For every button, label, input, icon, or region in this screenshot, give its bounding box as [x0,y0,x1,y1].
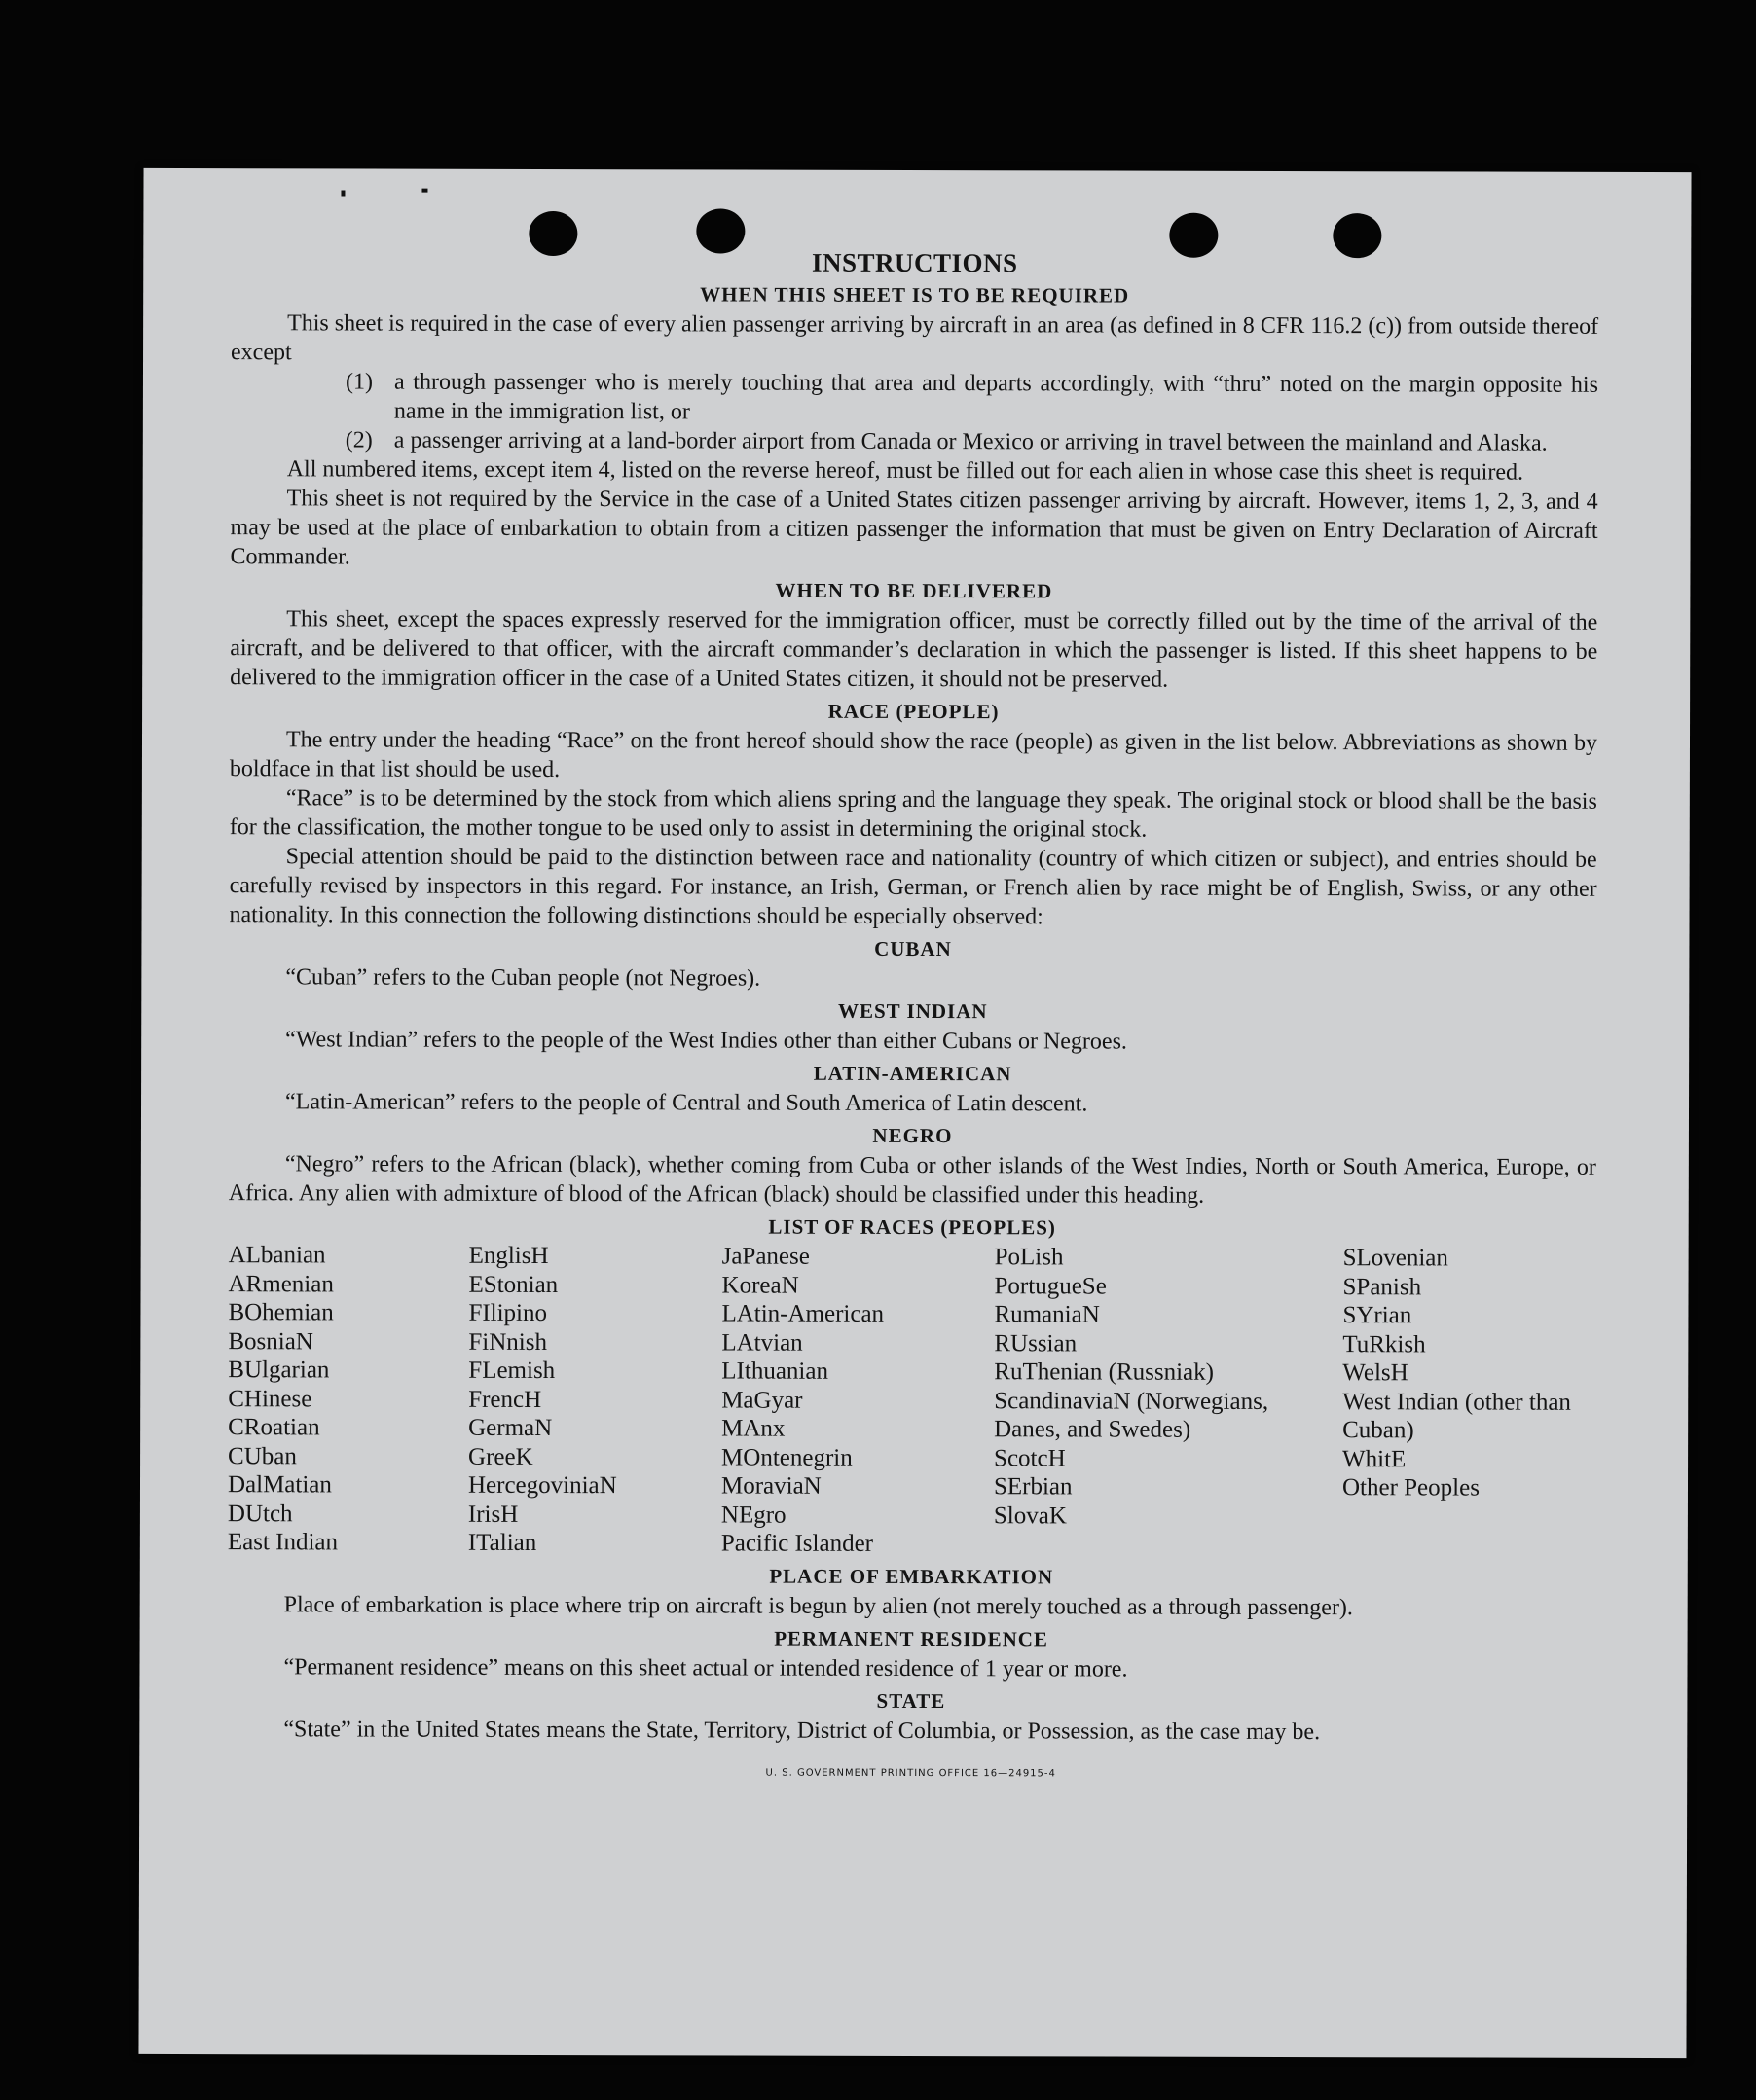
race-entry: WhitE [1342,1445,1407,1472]
race-column-2 [468,1242,722,1558]
race-entry: ITalian [467,1529,537,1556]
section-heading-residence: PERMANENT RESIDENCE [774,1626,1048,1650]
race-entry: SYrian [1342,1302,1412,1329]
race-entry: ScotcH [994,1444,1066,1471]
exception-item-2 [231,425,1598,458]
document-sheet [138,168,1691,2058]
race-entry: LAtin-American [721,1300,885,1327]
race-entry: MAnx [721,1415,786,1442]
embarkation-paragraph: Place of embarkation is place where trip on aircraft is begun by alien (not merely touched as a through passenger). [283,1591,1353,1620]
race-entry: Pacific Islander [720,1530,874,1557]
document-body [227,246,1598,1790]
race-entry: Other Peoples [1341,1474,1480,1502]
race-list [228,1241,1596,1560]
race-column-5 [1342,1244,1596,1560]
race-entry: GreeK [468,1443,533,1470]
race-entry: IrisH [467,1501,519,1528]
cuban-paragraph: “Cuban” refers to the Cuban people (not Negroes). [285,964,761,992]
exception-item-1 [231,367,1598,429]
race-entry: EStonian [468,1271,559,1298]
section-heading-required: WHEN THIS SHEET IS TO BE REQUIRED [700,282,1130,308]
race-entry: SPanish [1342,1273,1422,1300]
race-entry: SLovenian [1342,1245,1448,1272]
race-column-4 [994,1243,1343,1559]
section-heading-negro: NEGRO [872,1123,953,1148]
race-entry: DalMatian [227,1471,332,1499]
section-heading-embarkation: PLACE OF EMBARKATION [769,1564,1054,1588]
race-entry: East Indian [227,1529,339,1556]
page-title: INSTRUCTIONS [811,247,1018,278]
race-entry: EnglisH [468,1242,549,1270]
race-entry: SlovaK [993,1502,1067,1529]
race-entry: JaPanese [721,1243,810,1270]
residence-paragraph: “Permanent residence” means on this sheet actual or intended residence of 1 year or more. [283,1653,1128,1683]
item-number: (1) [345,369,373,395]
required-paragraph-2: All numbered items, except item 4, listed on the reverse hereof, must be filled out for each alien in whose case this sheet is required. [286,456,1524,486]
race-entry: DUtch [227,1500,293,1527]
dust-speck [421,189,427,193]
item-text: a passenger arriving at a land-border airport from Canada or Mexico or arriving in travel between the mainland and Alaska. [393,427,1548,456]
race-entry: CHinese [228,1385,312,1412]
race-paragraph-3: Special attention should be paid to the distinction between race and nationality (country of which citizen or subject), and entries should be carefully revised by inspectors in this regard. For instance, an Irish, German, or French alien by race might be of English, Swiss, or any other nationality. In this connection the following distinctions should be especially observed: [229,844,1597,930]
race-entry: ScandinaviaN (Norwegians, Danes, and Swedes) [994,1387,1269,1443]
race-entry: NEgro [720,1501,787,1529]
latin-american-paragraph: “Latin-American” refers to the people of Central and South America of Latin descent. [284,1089,1088,1117]
race-entry: MaGyar [721,1386,803,1414]
race-entry: HercegoviniaN [467,1471,617,1500]
race-entry: FIlipino [468,1299,548,1327]
race-entry: FLemish [468,1357,556,1385]
west-indian-paragraph: “West Indian” refers to the people of the West Indies other than either Cubans or Negroes. [285,1027,1127,1055]
race-entry: ARmenian [228,1270,334,1297]
section-heading-state: STATE [876,1688,946,1713]
race-entry: FiNnish [468,1328,548,1356]
race-paragraph-2: “Race” is to be determined by the stock from which aliens spring and the language they speak. The original stock or blood shall be the basis for the classification, the mother tongue to be used only to assist in determining the original stock. [229,785,1597,843]
race-entry: CRoatian [228,1414,320,1441]
race-entry: MOntenegrin [721,1443,853,1471]
race-paragraph-1: The entry under the heading “Race” on the front hereof should show the race (people) as given in the list below. Abbreviations as shown by boldface in that list should be used. [229,727,1598,783]
race-entry: RUssian [994,1329,1078,1357]
race-entry: ALbanian [228,1242,326,1269]
race-entry: FrencH [468,1386,542,1413]
race-entry: KoreaN [721,1271,799,1299]
race-entry: RumaniaN [994,1301,1100,1328]
section-heading-cuban: CUBAN [874,936,952,961]
race-column-3 [721,1242,995,1558]
item-number: (2) [345,427,373,453]
race-entry: PortugueSe [994,1272,1107,1300]
printer-imprint: U. S. GOVERNMENT PRINTING OFFICE 16—24915-4 [765,1767,1056,1779]
race-entry: SErbian [993,1473,1073,1501]
race-entry: MoraviaN [720,1472,822,1500]
race-entry: CUban [228,1442,297,1469]
required-intro: This sheet is required in the case of every alien passenger arriving by aircraft in an area (as defined in 8 CFR 116.2 (c)) from outside thereof except [231,310,1599,366]
race-entry: LIthuanian [721,1358,829,1385]
section-heading-west-indian: WEST INDIAN [837,998,988,1024]
section-heading-race: RACE (PEOPLE) [827,699,1000,724]
race-entry: TuRkish [1342,1330,1426,1358]
race-entry: PoLish [994,1244,1064,1271]
race-entry: BOhemian [228,1299,334,1326]
section-heading-delivered: WHEN TO BE DELIVERED [775,578,1053,603]
race-entry: BosniaN [228,1327,313,1355]
section-heading-list-of-races: LIST OF RACES (PEOPLES) [768,1214,1056,1240]
required-paragraph-3: This sheet is not required by the Service in the case of a United States citizen passenger arriving by aircraft. However, items 1, 2, 3, and 4 may be used at the place of embarkation to obtain from a citizen passenger the information that must be given on Entry Declaration of Aircraft Commander. [230,486,1598,570]
delivered-paragraph: This sheet, except the spaces expressly reserved for the immigration officer, must be correctly filled out by the time of the arrival of the aircraft, and be delivered to that officer, with the aircraft commander’s declaration in which the passenger is listed. If this sheet happens to be delivered to the immigration officer in the case of a United States citizen, it should not be preserved. [230,606,1598,693]
race-column-1 [228,1241,469,1557]
race-entry: WelsH [1342,1359,1408,1387]
race-entry: RuThenian (Russniak) [994,1358,1215,1386]
race-entry: GermaN [468,1414,553,1442]
race-entry: LAtvian [721,1328,803,1357]
negro-paragraph: “Negro” refers to the African (black), whether coming from Cuba or other islands of the West Indies, North or South America, Europe, or Africa. Any alien with admixture of blood of the African (black) should be classified under this heading. [228,1151,1596,1209]
section-heading-latin-american: LATIN-AMERICAN [813,1061,1012,1086]
race-entry: West Indian (other than Cuban) [1342,1388,1571,1444]
race-entry: BUlgarian [228,1357,330,1384]
item-text: a through passenger who is merely touching that area and departs accordingly, with “thru” noted on the margin opposite his name in the immigration list, or [393,369,1598,425]
state-paragraph: “State” in the United States means the State, Territory, District of Columbia, or Possession, as the case may be. [283,1716,1321,1745]
dust-speck [341,190,345,196]
